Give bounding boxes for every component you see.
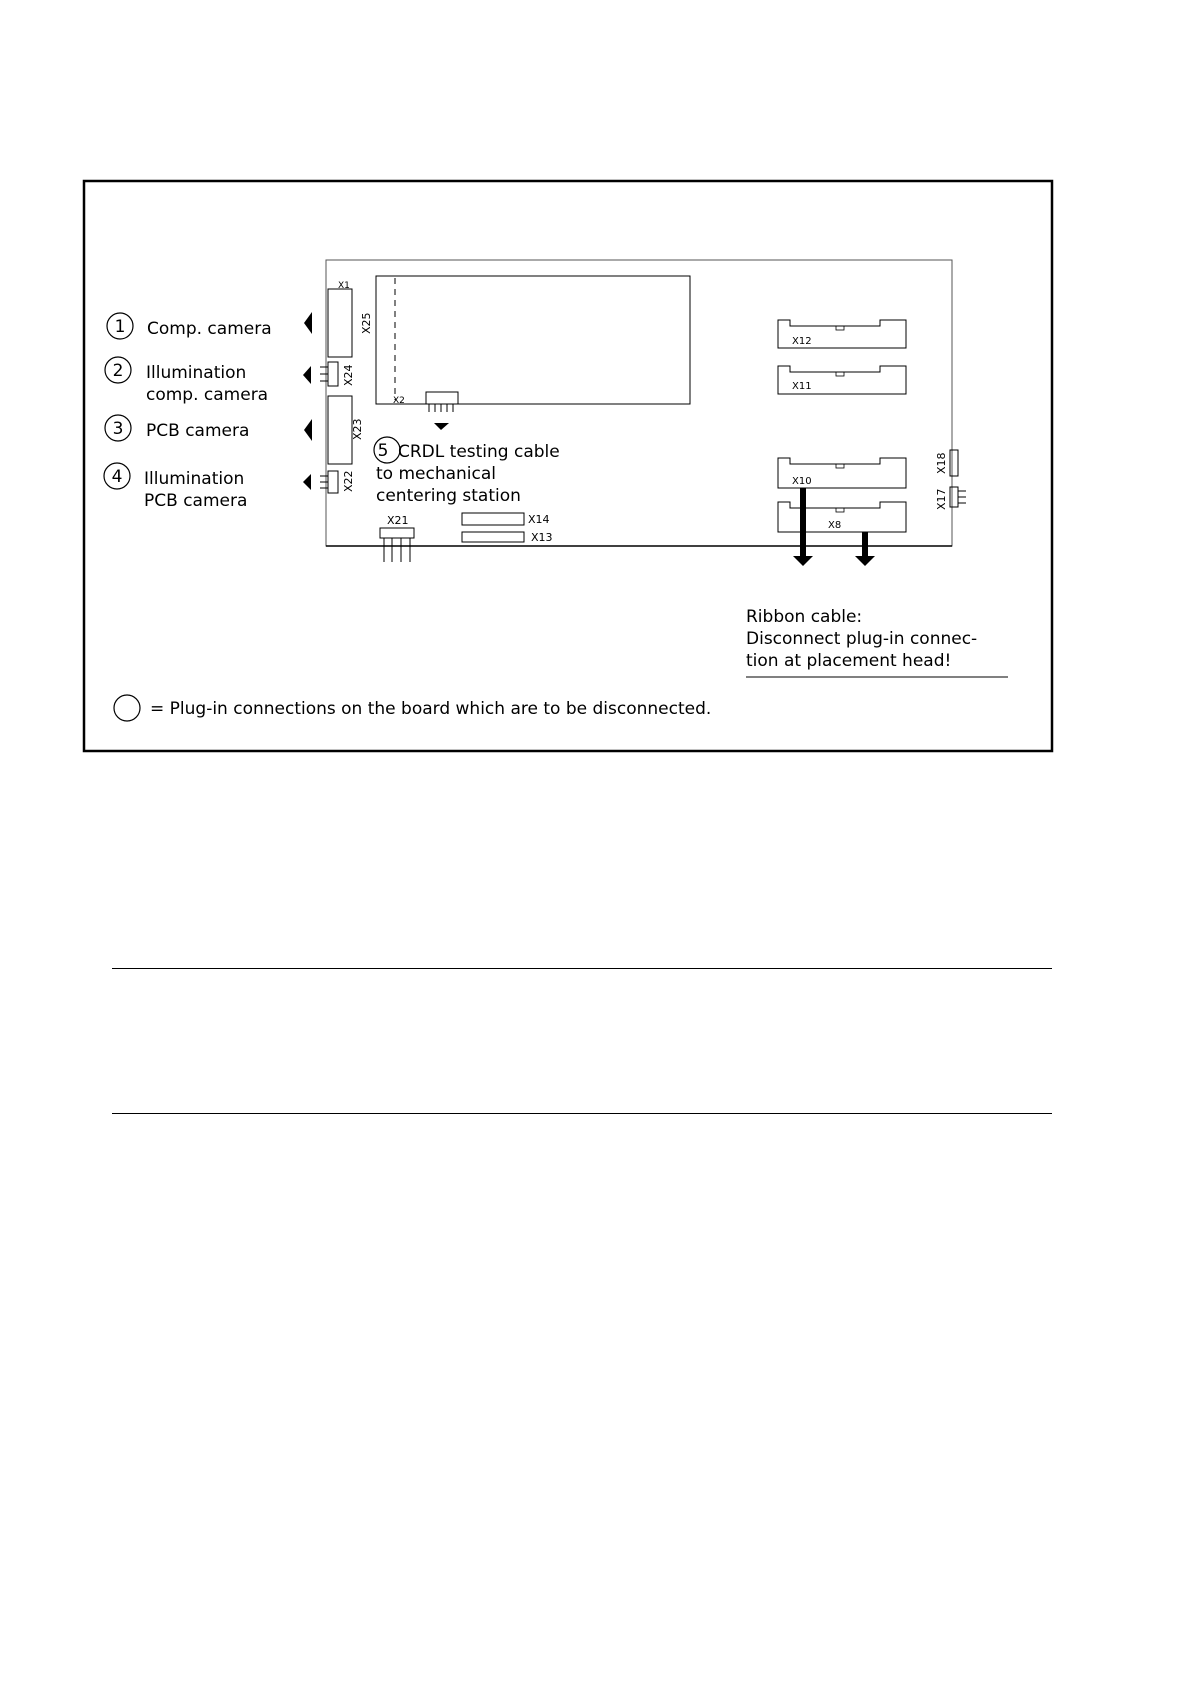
callout-2-text-b: comp. camera (146, 385, 269, 405)
legend-text: = Plug-in connections on the board which are to be disconnected. (150, 699, 712, 719)
ribbon-note-line-1: Ribbon cable: (746, 607, 863, 627)
x1-label: X1 (338, 281, 350, 291)
x17-label: X17 (935, 488, 948, 510)
x21-pins (384, 538, 410, 562)
x11-label: X11 (792, 381, 812, 392)
x22-label: X22 (342, 470, 355, 492)
separator-rule-top (112, 968, 1052, 969)
x24-label: X24 (342, 364, 355, 386)
callout-5-num: 5 (377, 441, 389, 461)
x22-connector (328, 471, 338, 493)
x14-label: X14 (528, 513, 550, 526)
x12-label: X12 (792, 336, 812, 347)
x22-pins (320, 476, 328, 488)
x17-pins (958, 491, 966, 503)
board-module (376, 276, 690, 404)
left-arrows (303, 312, 312, 490)
callout-2-text-a: Illumination (146, 363, 247, 383)
x25-label: X25 (360, 312, 373, 334)
x8-label: X8 (828, 520, 842, 531)
x8-connector (778, 502, 906, 532)
ribbon-note (746, 607, 977, 671)
ribbon-note-line-3: tion at placement head! (746, 651, 952, 671)
x2-header (426, 392, 458, 404)
x21-label: X21 (387, 514, 409, 527)
x21-header (380, 528, 414, 538)
callout-2-num: 2 (112, 361, 124, 381)
x23-label: X23 (351, 418, 364, 440)
separator-rule-bottom (112, 1113, 1052, 1114)
callout-4-text-a: Illumination (144, 469, 245, 489)
x2-label: X2 (393, 396, 405, 406)
x18-label: X18 (935, 452, 948, 474)
callout-5-text-c: centering station (376, 486, 521, 506)
callout-3-num: 3 (112, 419, 124, 439)
callout-3-text: PCB camera (146, 421, 250, 441)
x13-label: X13 (531, 531, 553, 544)
x17-connector (950, 487, 958, 507)
x25-connector (328, 289, 352, 357)
callout-1-text: Comp. camera (147, 319, 272, 339)
x23-connector (328, 396, 352, 464)
x14-connector (462, 513, 524, 525)
x24-pins (320, 367, 328, 381)
x13-connector (462, 532, 524, 542)
x2-down-arrow (434, 423, 449, 430)
legend-circle (114, 695, 140, 721)
x18-connector (950, 450, 958, 476)
callout-5-text-b: to mechanical (376, 464, 497, 484)
ribbon-note-line-2: Disconnect plug-in connec- (746, 629, 978, 649)
x24-connector (328, 362, 338, 386)
callout-5-text-a: CRDL testing cable (398, 442, 560, 462)
x2-pins (429, 404, 453, 412)
callout-4-text-b: PCB camera (144, 491, 248, 511)
x10-label: X10 (792, 476, 812, 487)
callout-1-num: 1 (114, 317, 126, 337)
callout-4-num: 4 (111, 467, 123, 487)
